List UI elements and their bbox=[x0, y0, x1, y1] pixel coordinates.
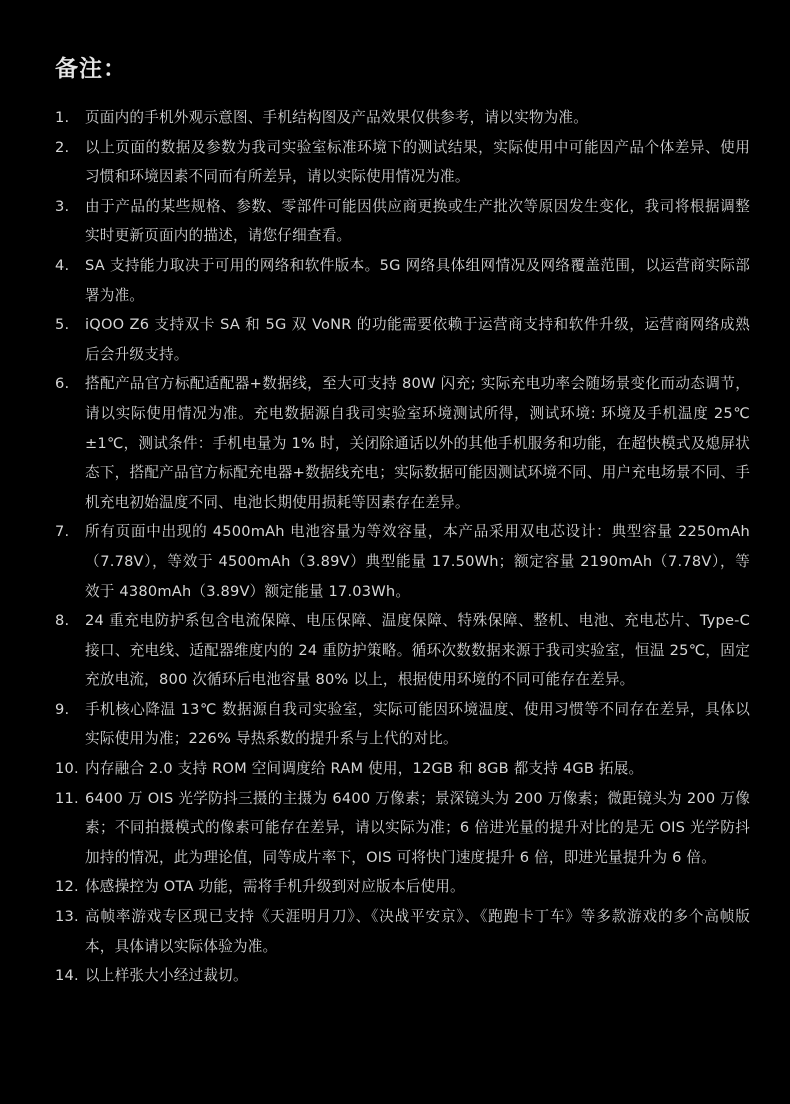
note-text: 24 重充电防护系包含电流保障、电压保障、温度保障、特殊保障、整机、电池、充电芯片、Type-C 接口、充电线、适配器维度内的 24 重防护策略。循环次数数据来源于我司实验室，恒温 25℃，固定充放电流，800 次循环后电池容量 80% 以上，根据使用环境的不同可能存在差异。 bbox=[85, 612, 750, 689]
note-item bbox=[55, 133, 750, 192]
note-number: 8. bbox=[55, 612, 70, 630]
note-text: 手机核心降温 13℃ 数据源自我司实验室，实际可能因环境温度、使用习惯等不同存在差异，具体以实际使用为准；226% 导热系数的提升系与上代的对比。 bbox=[85, 700, 750, 748]
note-item bbox=[55, 369, 750, 517]
note-number: 6. bbox=[55, 375, 70, 393]
note-item bbox=[55, 103, 750, 133]
note-number: 9. bbox=[55, 700, 70, 718]
note-text: 体感操控为 OTA 功能，需将手机升级到对应版本后使用。 bbox=[85, 878, 465, 896]
note-text: 高帧率游戏专区现已支持《天涯明月刀》、《决战平安京》、《跑跑卡丁车》等多款游戏的多个高帧版本，具体请以实际体验为准。 bbox=[85, 908, 750, 955]
note-number: 11. bbox=[55, 789, 79, 807]
note-number: 5. bbox=[55, 316, 70, 334]
note-text: 以上页面的数据及参数为我司实验室标准环境下的测试结果，实际使用中可能因产品个体差异、使用习惯和环境因素不同而有所差异，请以实际使用情况为准。 bbox=[85, 138, 750, 186]
note-text: 搭配产品官方标配适配器+数据线，至大可支持 80W 闪充; 实际充电功率会随场景变化而动态调节，请以实际使用情况为准。充电数据源自我司实验室环境测试所得，测试环境: 环境及手机温度 25℃ ±1℃，测试条件：手机电量为 1% 时，关闭除通话以外的其他手机服务和功能，在超快模式及熄屏状态下，搭配产品官方标配充电器+数据线充电；实际数据可能因测试环境不同、用户充电场景不同、手机充电初始温度不同、电池长期使用损耗等因素存在差异。 bbox=[85, 375, 750, 511]
page-title: 备注： bbox=[55, 56, 127, 82]
note-item bbox=[55, 192, 750, 251]
note-item bbox=[55, 606, 750, 695]
note-text: 页面内的手机外观示意图、手机结构图及产品效果仅供参考，请以实物为准。 bbox=[85, 109, 588, 126]
note-number: 1. bbox=[55, 109, 70, 126]
note-number: 7. bbox=[55, 523, 70, 541]
note-number: 3. bbox=[55, 197, 70, 215]
note-number: 4. bbox=[55, 256, 70, 274]
note-number: 2. bbox=[55, 138, 70, 156]
note-number: 12. bbox=[55, 878, 79, 896]
note-text: 由于产品的某些规格、参数、零部件可能因供应商更换或生产批次等原因发生变化，我司将根据调整实时更新页面内的描述，请您仔细查看。 bbox=[85, 197, 750, 245]
note-text: 6400 万 OIS 光学防抖三摄的主摄为 6400 万像素；景深镜头为 200 万像素；微距镜头为 200 万像素；不同拍摄模式的像素可能存在差异，请以实际为准；6 倍进光量的提升对比的是无 OIS 光学防抖加持的情况，此为理论值，同等成片率下，OIS 可将快门速度提升 6 倍，即进光量提升为 6 倍。 bbox=[85, 789, 750, 866]
note-number: 14. bbox=[55, 967, 79, 985]
note-item bbox=[55, 251, 750, 310]
note-text: 所有页面中出现的 4500mAh 电池容量为等效容量，本产品采用双电芯设计：典型容量 2250mAh（7.78V），等效于 4500mAh（3.89V）典型能量 17.50Wh；额定容量 2190mAh（7.78V），等效于 4380mAh（3.89V）额定能量 17.03Wh。 bbox=[85, 523, 750, 600]
note-number: 13. bbox=[55, 908, 79, 926]
note-item bbox=[55, 517, 750, 606]
note-item bbox=[55, 872, 750, 902]
note-text: 内存融合 2.0 支持 ROM 空间调度给 RAM 使用，12GB 和 8GB 都支持 4GB 拓展。 bbox=[85, 760, 644, 778]
note-text: 以上样张大小经过裁切。 bbox=[85, 967, 248, 985]
note-item bbox=[55, 902, 750, 961]
note-text: SA 支持能力取决于可用的网络和软件版本。5G 网络具体组网情况及网络覆盖范围，以运营商实际部署为准。 bbox=[85, 256, 750, 304]
note-item bbox=[55, 754, 750, 784]
note-item bbox=[55, 695, 750, 754]
notes-list bbox=[55, 103, 750, 991]
note-item bbox=[55, 961, 750, 991]
note-item bbox=[55, 784, 750, 873]
note-item bbox=[55, 310, 750, 369]
note-text: iQOO Z6 支持双卡 SA 和 5G 双 VoNR 的功能需要依赖于运营商支持和软件升级，运营商网络成熟后会升级支持。 bbox=[85, 316, 750, 363]
note-number: 10. bbox=[55, 760, 79, 778]
